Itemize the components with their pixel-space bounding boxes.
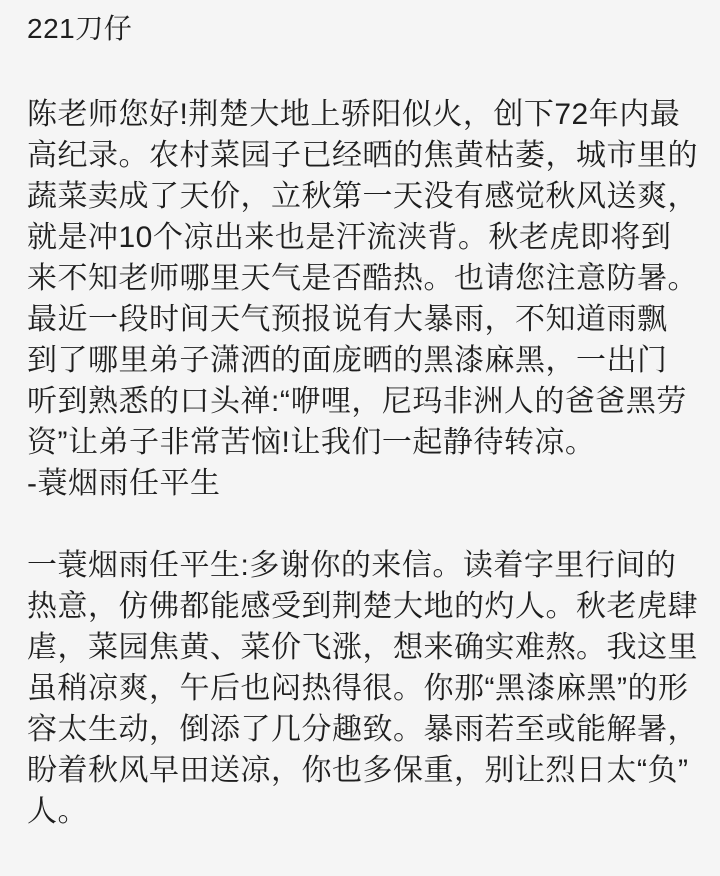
letter-signature: -蓑烟雨任平生 <box>27 467 221 500</box>
reply-line-7: 人。 <box>27 795 88 828</box>
letter-line-2: 高纪录。农村菜园子已经晒的焦黄枯萎，城市里的 <box>27 139 698 172</box>
letter-line-8: 听到熟悉的口头禅:“咿哩，尼玛非洲人的爸爸黑劳 <box>27 385 687 418</box>
letter-line-4: 就是冲10个凉出来也是汗流浃背。秋老虎即将到 <box>27 221 672 254</box>
reply-line-6: 盼着秋风早田送凉，你也多保重，别让烈日太“负” <box>27 754 689 787</box>
letter-paragraph <box>27 94 696 504</box>
page-title: 221刀仔 <box>27 13 133 44</box>
reply-paragraph <box>27 545 696 832</box>
reply-line-4: 虽稍凉爽，午后也闷热得很。你那“黑漆麻黑”的形 <box>27 672 689 705</box>
letter-line-1: 陈老师您好!荆楚大地上骄阳似火，创下72年内最 <box>27 98 681 131</box>
letter-line-7: 到了哪里弟子潇洒的面庞晒的黑漆麻黑，一出门 <box>27 344 668 377</box>
letter-line-6: 最近一段时间天气预报说有大暴雨，不知道雨飘 <box>27 303 668 336</box>
letter-line-5: 来不知老师哪里天气是否酷热。也请您注意防暑。 <box>27 262 698 295</box>
reply-line-5: 容太生动，倒添了几分趣致。暴雨若至或能解暑， <box>27 713 698 746</box>
reply-line-1: 一蓑烟雨任平生:多谢你的来信。读着字里行间的 <box>27 549 677 582</box>
letter-line-9: 资”让弟子非常苦恼!让我们一起静待转凉。 <box>27 426 596 459</box>
letter-line-3: 蔬菜卖成了天价，立秋第一天没有感觉秋风送爽， <box>27 180 698 213</box>
reply-line-2: 热意，仿佛都能感受到荆楚大地的灼人。秋老虎肆 <box>27 590 698 623</box>
reply-line-3: 虐，菜园焦黄、菜价飞涨，想来确实难熬。我这里 <box>27 631 698 664</box>
